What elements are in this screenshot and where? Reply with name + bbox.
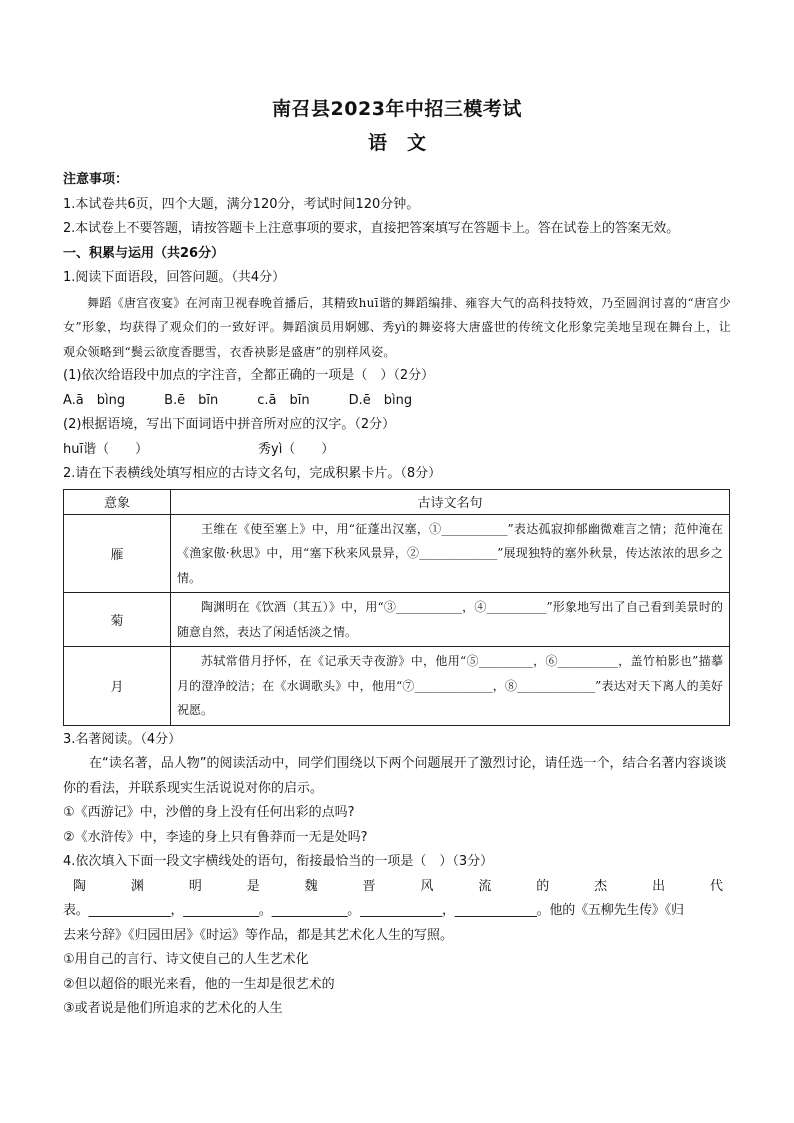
q1-sub2: (2)根据语境，写出下面词语中拼音所对应的汉字。（2分） [63, 417, 396, 432]
exam-title: 南召县2023年中招三模考试 [272, 98, 522, 120]
table-row [64, 647, 730, 726]
table-header-cell: 古诗文名句 [171, 489, 730, 514]
q4-char: 渊 [130, 878, 144, 894]
exam-subject: 语文 [367, 132, 446, 154]
q4-stem: 4.依次填入下面一段文字横线处的语句，衔接最恰当的一项是（ ）（3分） [63, 854, 494, 869]
q3-stem: 3.名著阅读。（4分） [63, 731, 182, 747]
q4-char: 流 [478, 878, 492, 894]
q4-char: 魏 [304, 878, 318, 894]
table-cell-text: 王维在《使至塞上》中，用“征蓬出汉塞，①___________”表达孤寂抑郁幽微难言之情；范仲淹在《渔家傲·秋思》中，用“塞下秋来风景异，②_____________”展现独特的塞外秋景，传达浓浓的思乡之情。 [171, 514, 730, 593]
q1-stem: 1.阅读下面语段，回答问题。（共4分） [63, 270, 286, 285]
table-header-cell: 意象 [64, 489, 171, 514]
table-cell-text: 陶渊明在《饮酒（其五）》中，用“③___________，④__________”形象地写出了自己看到美景时的随意自然，表达了闲适恬淡之情。 [171, 593, 730, 647]
q4-spread-line [63, 875, 731, 900]
q1-fill-1: huī谐（ ） [63, 441, 149, 457]
q4-char: 风 [420, 878, 434, 894]
table-cell-key: 月 [64, 647, 171, 726]
notice-item-2: 2.本试卷上不要答题，请按答题卡上注意事项的要求，直接把答案填写在答题卡上。答在试卷上的答案无效。 [63, 221, 680, 236]
q1-options: A.ā bìng B.ē bīn c.ā bīn D.ē bìng [63, 392, 413, 408]
notice-heading: 注意事项： [63, 172, 129, 187]
q1-sub1: (1)依次给语段中加点的字注音，全都正确的一项是（ ）（2分） [63, 368, 435, 383]
q4-char: 的 [536, 878, 550, 894]
q4-char: 陶 [73, 878, 87, 894]
q3-intro: 在“读名著，品人物”的阅读活动中，同学们围绕以下两个问题展开了激烈讨论，请任选一个，结合名著内容谈谈你的看法，并联系现实生活说说对你的启示。 [63, 756, 727, 796]
table-cell-key: 雁 [64, 514, 171, 593]
q1-passage: 舞蹈《唐宫夜宴》在河南卫视春晚首播后，其精致huī谐的舞蹈编排、雍容大气的高科技特效，乃至圆润讨喜的“唐宫少女”形象，均获得了观众们的一致好评。舞蹈演员用婀娜、秀yì的舞姿将大唐盛世的传统文化形象完美地呈现在舞台上，让观众领略到“鬓云欲度香腮雪，衣香袂影是盛唐”的别样风姿。 [63, 295, 731, 359]
q3-item-1: ①《西游记》中，沙僧的身上没有任何出彩的点吗? [63, 805, 355, 820]
q1-fill-2: 秀yì（ ） [258, 441, 335, 457]
table-header-row [64, 489, 730, 514]
q4-line-3: 去来兮辞》《归园田居》《时运》等作品，都是其艺术化人生的写照。 [63, 927, 454, 943]
q3-item-2: ②《水浒传》中，李逵的身上只有鲁莽而一无是处吗? [63, 829, 368, 845]
q4-char: 明 [188, 878, 202, 894]
section-heading: 一、积累与运用（共26分） [63, 245, 225, 261]
q4-line-2: 表。_____________，____________。____________。_____________，_____________。他的《五柳先生传》《归 [63, 903, 684, 918]
exam-page [63, 96, 731, 1022]
q4-char: 代 [709, 878, 723, 894]
poem-table [63, 489, 730, 726]
table-row [64, 514, 730, 593]
q4-char: 出 [652, 878, 666, 894]
notice-item-1: 1.本试卷共6页，四个大题，满分120分，考试时间120分钟。 [63, 196, 420, 212]
table-cell-text: 苏轼常借月抒怀，在《记承天寺夜游》中，他用“⑤_________，⑥__________，盖竹柏影也”描摹月的澄净皎洁；在《水调歌头》中，他用“⑦_____________，⑧_____________”表达对天下离人的美好祝愿。 [171, 647, 730, 726]
q4-char: 晋 [362, 878, 376, 894]
table-row [64, 593, 730, 647]
q4-item-2: ②但以超俗的眼光来看，他的一生却是很艺术的 [63, 976, 335, 992]
q2-stem: 2.请在下表横线处填写相应的古诗文名句，完成积累卡片。（8分） [63, 466, 442, 481]
q4-item-3: ③或者说是他们所追求的艺术化的人生 [63, 1001, 283, 1016]
q1-fill-row [63, 438, 731, 463]
q4-char: 是 [246, 878, 260, 894]
table-cell-key: 菊 [64, 593, 171, 647]
q4-char: 杰 [594, 878, 608, 894]
q4-item-1: ①用自己的言行、诗文使自己的人生艺术化 [63, 952, 309, 967]
